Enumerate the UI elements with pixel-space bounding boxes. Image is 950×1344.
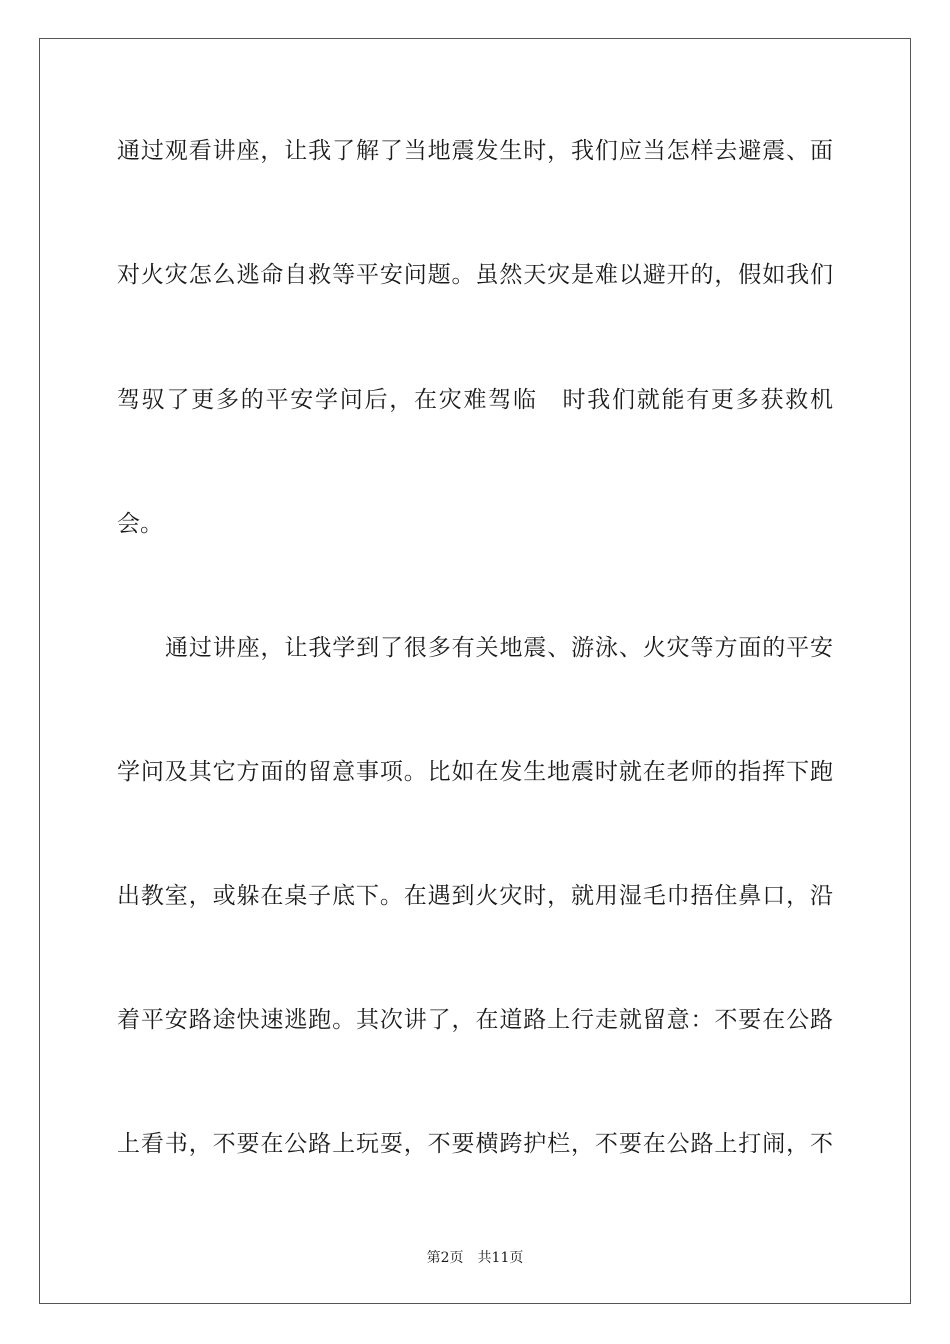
page-number: 第2页 (426, 1250, 464, 1266)
paragraph-2-line-1: 通过讲座，让我学到了很多有关地震、游泳、火灾等方面的平安 (165, 635, 833, 661)
paragraph-1-line-2: 对火灾怎么逃命自救等平安问题。虽然天灾是难以避开的，假如我们 (117, 262, 833, 288)
paragraph-2-line-5: 上看书，不要在公路上玩耍，不要横跨护栏，不要在公路上打闹，不 (117, 1131, 833, 1157)
page-footer (0, 1247, 950, 1267)
paragraph-2-line-3: 出教室，或躲在桌子底下。在遇到火灾时，就用湿毛巾捂住鼻口，沿 (117, 883, 833, 909)
paragraph-2-line-4: 着平安路途快速逃跑。其次讲了，在道路上行走就留意：不要在公路 (117, 1007, 833, 1033)
paragraph-1-line-1: 通过观看讲座，让我了解了当地震发生时，我们应当怎样去避震、面 (117, 138, 833, 164)
paragraph-1-line-4: 会。 (117, 511, 163, 537)
page-border (39, 38, 911, 1304)
paragraph-1-line-3: 驾驭了更多的平安学问后，在灾难驾临 时我们就能有更多获救机 (117, 387, 833, 413)
page-total: 共11页 (477, 1250, 524, 1266)
paragraph-2-line-2: 学问及其它方面的留意事项。比如在发生地震时就在老师的指挥下跑 (117, 759, 833, 785)
